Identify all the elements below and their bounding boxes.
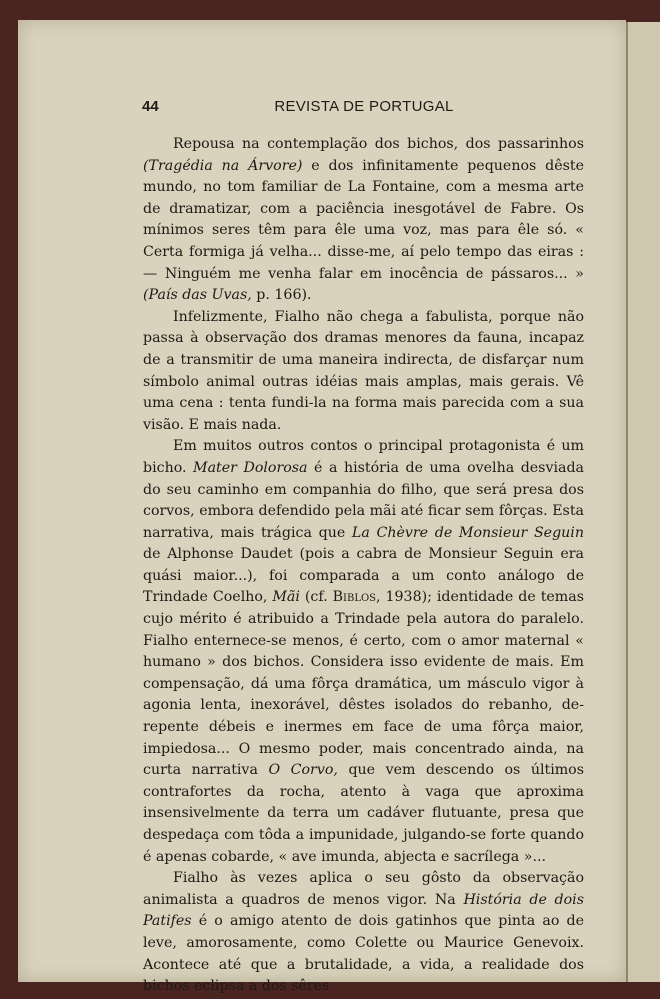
running-title: REVISTA DE PORTUGAL [274,98,454,115]
text-run: de Alphonse Daudet (pois a cabra de Monsieur Seguin era quási maior...), foi comparada a um conto análogo de Trindade Coelho, [143,546,584,606]
text-run: Repousa na contemplação dos bichos, dos passarinhos [173,136,584,152]
text-run: é o amigo atento de dois gatinhos que pinta ao de leve, amorosamente, como Colette ou Maurice Genevoix. Acontece até que a brutalidade, a vida, a realidade dos bichos eclipsa a dos sêres [143,913,584,995]
paragraph [143,134,584,307]
text-run: Infelizmente, Fialho não chega a fabulista, porque não passa à observação dos dramas menores da fauna, incapaz de a transmitir de uma maneira indirecta, de disfarçar num símbolo animal outras idéias mais amplas, mais gerais. Vê uma cena : tenta fundi-la na forma mais parecida com a sua visão. E mais nada. [143,308,584,433]
facing-page-edge [626,22,660,982]
page-number: 44 [142,98,159,115]
text-run: , 1938); identidade de temas cujo mérito é atribuido a Trindade pela autora do paralelo. Fialho enternece-se menos, é certo, com o amor maternal « humano » dos bichos. Considera isso evidente de mais. Em compensação, dá uma fôrça dramática, um másculo vigor à agonia lenta, inexorável, dêstes isolados do rebanho, de-repente débeis e inermes em face de uma fôrça maior, impiedosa... O mesmo poder, mais concentrado ainda, na curta narrativa [143,589,584,779]
body-text [143,134,584,998]
paragraph [143,307,584,437]
small-caps-text: Biblos [332,589,377,606]
text-run: e dos infinitamente pequenos dêste mundo, no tom familiar de La Fontaine, com a mesma arte de dramatizar, com a paciência inesgotável de Fabre. Os mínimos seres têm para êle uma voz, mas para êle só. « Certa formiga já velha... disse-me, aí pelo tempo das eiras : — Ninguém me venha falar em inocência de pássaros... » [143,157,584,282]
italic-text: História de dois Patifes [143,891,584,930]
text-run: p. 166). [251,287,312,304]
text-run: é a história de uma ovelha desviada do seu caminho em companhia do filho, que será presa dos corvos, embora defendido pela mãi até ficar sem fôrças. Esta narrativa, mais trágica que [143,459,585,541]
italic-text: La Chèvre de Monsieur Seguin [351,524,584,541]
text-run: Em muitos outros contos o principal protagonista é um bicho. [143,438,584,476]
text-run: Fialho às vezes aplica o seu gôsto da observação animalista a quadros de menos vigor. Na [143,870,584,908]
italic-text: (País das Uvas, [143,287,252,304]
paragraph [143,436,584,868]
text-run: que vem descendo os últimos contrafortes da rocha, atento à vaga que aproxima insensivelmente da terra um cadáver flutuante, presa que despedaça com tôda a impunidade, julgando-se forte quando é apenas cobarde, « ave imunda, abjecta e sacrílega »... [143,762,585,865]
italic-text: O Corvo, [268,762,338,779]
italic-text: Mater Dolorosa [193,459,308,476]
italic-text: (Tragédia na Árvore) [143,157,303,174]
paragraph [143,868,584,998]
text-run: (cf. [299,589,333,606]
italic-text: Mãi [272,589,300,606]
